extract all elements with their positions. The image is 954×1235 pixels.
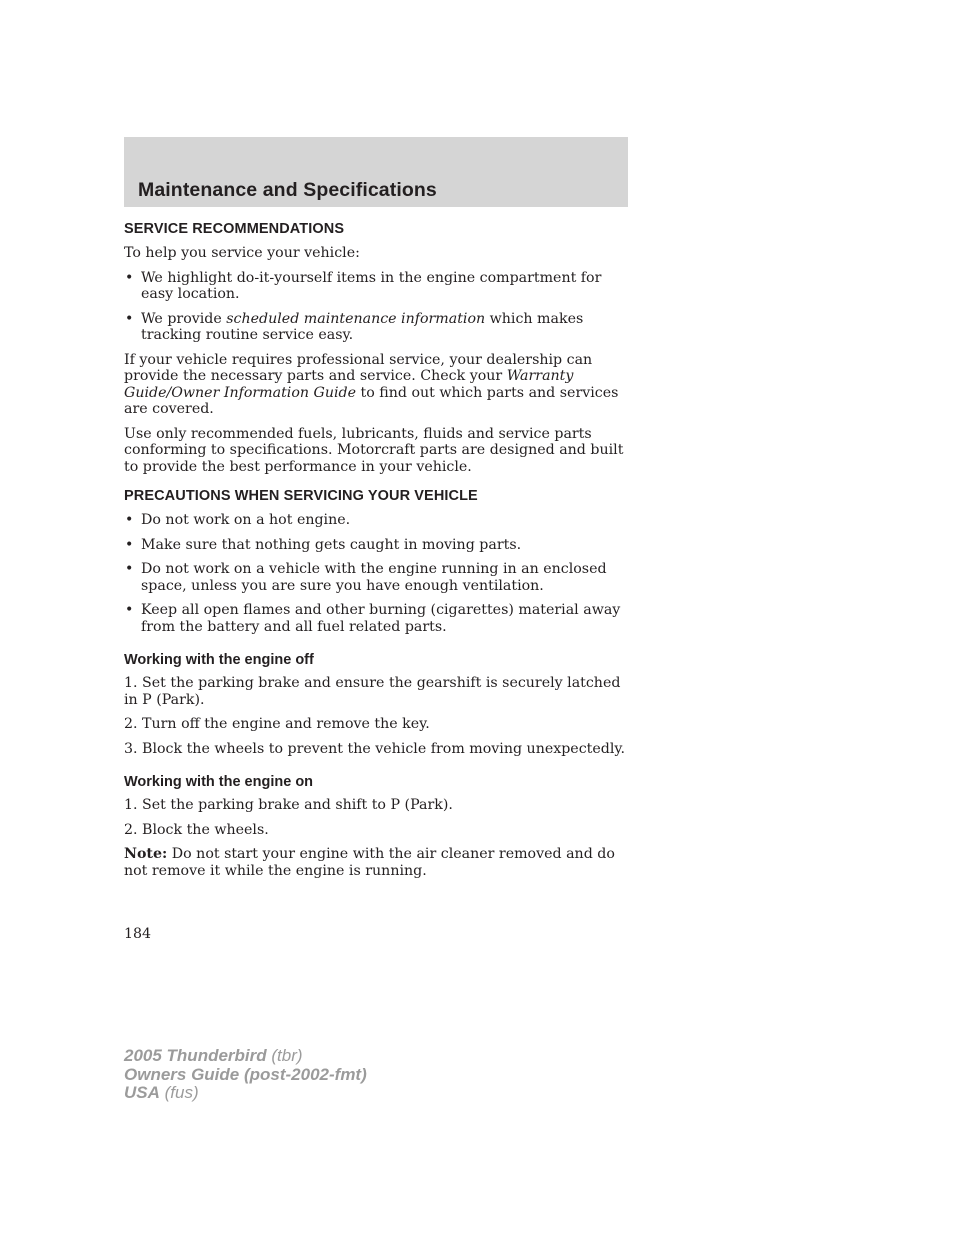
bullet-text: which makes tracking routine service easy. [141,310,584,343]
footer-code: (fus) [159,1083,199,1102]
service-bullet-list [124,270,628,344]
emphasis-text: scheduled maintenance information [226,310,486,327]
precautions-heading: PRECAUTIONS WHEN SERVICING YOUR VEHICLE [124,488,478,504]
footer-line [124,1066,367,1085]
engine-on-heading: Working with the engine on [124,774,314,790]
document-footer [124,1047,367,1103]
professional-service-paragraph [124,352,628,418]
page-content [124,220,628,887]
list-item: • Do not work on a vehicle with the engine running in an enclosed space, unless you are sure you have enough ventilation. [124,561,628,594]
list-item: • Keep all open flames and other burning (cigarettes) material away from the battery and all fuel related parts. [124,602,628,635]
engine-on-steps [124,797,628,838]
precautions-bullet-list [124,512,628,635]
recommended-parts-paragraph: Use only recommended fuels, lubricants, fluids and service parts conforming to specifications. Motorcraft parts are designed and built to provide the best performance in your vehicle. [124,425,624,475]
list-item: • Make sure that nothing gets caught in moving parts. [124,537,628,554]
engine-off-steps [124,675,628,757]
note-paragraph [124,846,628,879]
paragraph-text: If your vehicle requires professional service, your dealership can provide the necessary parts and service. Check your [124,351,593,384]
page-number: 184 [124,926,152,942]
list-item: 2. Turn off the engine and remove the key. [124,716,430,732]
section-title: Maintenance and Specifications [138,179,437,201]
list-item: 2. Block the wheels. [124,821,269,838]
list-item: 1. Set the parking brake and ensure the gearshift is securely latched in P (Park). [124,675,621,708]
footer-line [124,1084,367,1103]
footer-model: 2005 Thunderbird [124,1046,267,1065]
note-text: Do not start your engine with the air cleaner removed and do not remove it while the engine is running. [124,846,615,879]
list-item: • We highlight do-it-yourself items in the engine compartment for easy location. [124,270,628,303]
paragraph-text: to find out which parts and services are covered. [124,384,619,417]
list-item [124,311,628,344]
bullet-text: We provide [141,310,227,327]
list-item: • Do not work on a hot engine. [124,512,628,529]
footer-code: (tbr) [266,1046,303,1065]
note-label: Note: [124,846,168,862]
footer-line [124,1047,367,1066]
footer-guide: Owners Guide (post-2002-fmt) [124,1064,367,1084]
service-intro: To help you service your vehicle: [124,245,360,261]
section-header-band [124,137,628,207]
list-item: 1. Set the parking brake and shift to P (Park). [124,797,453,813]
footer-market: USA [124,1083,160,1102]
guide-reference: Warranty Guide/Owner Information Guide [124,368,574,401]
engine-off-heading: Working with the engine off [124,652,314,668]
service-recommendations-heading: SERVICE RECOMMENDATIONS [124,221,345,237]
list-item: 3. Block the wheels to prevent the vehicle from moving unexpectedly. [124,740,626,757]
